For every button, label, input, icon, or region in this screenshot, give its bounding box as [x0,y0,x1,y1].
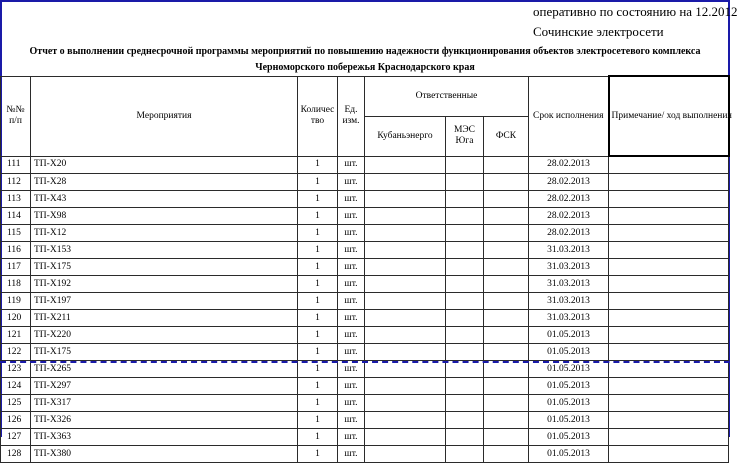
table-row [1,156,729,174]
quantity-cell[interactable]: 1 [298,327,338,344]
mes-cell[interactable] [446,429,484,446]
row-number-cell[interactable]: 126 [1,412,31,429]
note-cell[interactable] [609,208,729,225]
quantity-cell[interactable]: 1 [298,225,338,242]
row-number-cell[interactable]: 115 [1,225,31,242]
measure-name-cell[interactable]: ТП-Х220 [31,327,298,344]
deadline-cell[interactable]: 01.05.2013 [529,344,609,361]
measure-name-cell[interactable]: ТП-Х175 [31,344,298,361]
table-row [1,310,729,327]
fsk-cell[interactable] [484,412,529,429]
fsk-cell[interactable] [484,378,529,395]
mes-cell[interactable] [446,395,484,412]
row-number-cell[interactable]: 119 [1,293,31,310]
deadline-cell[interactable]: 31.03.2013 [529,259,609,276]
deadline-cell[interactable]: 01.05.2013 [529,395,609,412]
row-number-cell[interactable]: 118 [1,276,31,293]
row-number-cell[interactable]: 114 [1,208,31,225]
kuban-cell[interactable] [365,310,446,327]
note-cell[interactable] [609,327,729,344]
quantity-cell[interactable]: 1 [298,344,338,361]
kuban-cell[interactable] [365,327,446,344]
col-header-quantity[interactable]: Количество [298,76,338,156]
measure-name-cell[interactable]: ТП-Х380 [31,446,298,463]
kuban-cell[interactable] [365,242,446,259]
measure-name-cell[interactable]: ТП-Х317 [31,395,298,412]
measure-name-cell[interactable]: ТП-Х192 [31,276,298,293]
report-title: Отчет о выполнении среднесрочной программы мероприятий по повышению надежности функционирования объектов электросетевого комплекса [29,46,701,57]
table-row [1,412,729,429]
kuban-cell[interactable] [365,191,446,208]
deadline-cell[interactable]: 28.02.2013 [529,156,609,174]
kuban-cell[interactable] [365,395,446,412]
row-number-cell[interactable]: 113 [1,191,31,208]
note-cell[interactable] [609,378,729,395]
deadline-cell[interactable]: 28.02.2013 [529,208,609,225]
measure-name-cell[interactable]: ТП-Х297 [31,378,298,395]
fsk-cell[interactable] [484,259,529,276]
unit-cell[interactable]: шт. [338,429,365,446]
measure-name-cell[interactable]: ТП-Х28 [31,174,298,191]
quantity-cell[interactable]: 1 [298,208,338,225]
mes-cell[interactable] [446,327,484,344]
unit-cell[interactable]: шт. [338,378,365,395]
fsk-cell[interactable] [484,395,529,412]
deadline-cell[interactable]: 31.03.2013 [529,310,609,327]
deadline-cell[interactable]: 01.05.2013 [529,429,609,446]
row-number-cell[interactable]: 111 [1,156,31,174]
quantity-cell[interactable]: 1 [298,361,338,378]
deadline-cell[interactable]: 01.05.2013 [529,327,609,344]
quantity-cell[interactable]: 1 [298,293,338,310]
note-cell[interactable] [609,429,729,446]
row-number-cell[interactable]: 125 [1,395,31,412]
unit-cell[interactable]: шт. [338,208,365,225]
note-cell[interactable] [609,293,729,310]
fsk-cell[interactable] [484,327,529,344]
row-number-cell[interactable]: 124 [1,378,31,395]
measure-name-cell[interactable]: ТП-Х153 [31,242,298,259]
measure-name-cell[interactable]: ТП-Х211 [31,310,298,327]
unit-cell[interactable]: шт. [338,310,365,327]
note-cell[interactable] [609,191,729,208]
kuban-cell[interactable] [365,378,446,395]
note-cell[interactable] [609,156,729,174]
mes-cell[interactable] [446,446,484,463]
kuban-cell[interactable] [365,259,446,276]
unit-cell[interactable]: шт. [338,395,365,412]
mes-cell[interactable] [446,344,484,361]
mes-cell[interactable] [446,225,484,242]
measure-name-cell[interactable]: ТП-Х12 [31,225,298,242]
col-header-measures[interactable]: Мероприятия [31,76,298,156]
note-cell[interactable] [609,276,729,293]
unit-cell[interactable]: шт. [338,225,365,242]
deadline-cell[interactable]: 31.03.2013 [529,276,609,293]
quantity-cell[interactable]: 1 [298,310,338,327]
mes-cell[interactable] [446,412,484,429]
unit-cell[interactable]: шт. [338,361,365,378]
fsk-cell[interactable] [484,174,529,191]
measure-name-cell[interactable]: ТП-Х363 [31,429,298,446]
row-number-cell[interactable]: 121 [1,327,31,344]
table-row [1,446,729,463]
row-number-cell[interactable]: 112 [1,174,31,191]
mes-cell[interactable] [446,174,484,191]
unit-cell[interactable]: шт. [338,446,365,463]
quantity-cell[interactable]: 1 [298,395,338,412]
unit-cell[interactable]: шт. [338,191,365,208]
fsk-cell[interactable] [484,361,529,378]
note-cell[interactable] [609,225,729,242]
row-number-cell[interactable]: 128 [1,446,31,463]
table-row [1,242,729,259]
note-cell[interactable] [609,174,729,191]
row-number-cell[interactable]: 122 [1,344,31,361]
deadline-cell[interactable]: 28.02.2013 [529,174,609,191]
fsk-cell[interactable] [484,344,529,361]
unit-cell[interactable]: шт. [338,156,365,174]
row-number-cell[interactable]: 117 [1,259,31,276]
table-body [1,156,729,463]
table-row [1,429,729,446]
quantity-cell[interactable]: 1 [298,446,338,463]
row-number-cell[interactable]: 120 [1,310,31,327]
note-cell[interactable] [609,446,729,463]
mes-cell[interactable] [446,156,484,174]
table-row [1,259,729,276]
col-header-responsible[interactable]: Ответственные [365,76,529,116]
unit-cell[interactable]: шт. [338,412,365,429]
kuban-cell[interactable] [365,156,446,174]
col-header-unit[interactable]: Ед. изм. [338,76,365,156]
window-frame-top [0,0,730,2]
mes-cell[interactable] [446,293,484,310]
quantity-cell[interactable]: 1 [298,242,338,259]
deadline-cell[interactable]: 28.02.2013 [529,191,609,208]
note-cell[interactable] [609,412,729,429]
deadline-cell[interactable]: 01.05.2013 [529,446,609,463]
table-row [1,276,729,293]
measures-table [0,75,730,463]
mes-cell[interactable] [446,259,484,276]
table-row [1,361,729,378]
fsk-cell[interactable] [484,446,529,463]
fsk-cell[interactable] [484,156,529,174]
mes-cell[interactable] [446,276,484,293]
kuban-cell[interactable] [365,225,446,242]
unit-cell[interactable]: шт. [338,327,365,344]
deadline-cell[interactable]: 31.03.2013 [529,242,609,259]
kuban-cell[interactable] [365,429,446,446]
table-row [1,208,729,225]
quantity-cell[interactable]: 1 [298,259,338,276]
measure-name-cell[interactable]: ТП-Х98 [31,208,298,225]
table-row [1,225,729,242]
mes-cell[interactable] [446,361,484,378]
measure-name-cell[interactable]: ТП-Х175 [31,259,298,276]
deadline-cell[interactable]: 28.02.2013 [529,225,609,242]
deadline-cell[interactable]: 01.05.2013 [529,361,609,378]
kuban-cell[interactable] [365,293,446,310]
fsk-cell[interactable] [484,242,529,259]
table-row [1,344,729,361]
fsk-cell[interactable] [484,191,529,208]
unit-cell[interactable]: шт. [338,259,365,276]
table-row [1,327,729,344]
kuban-cell[interactable] [365,174,446,191]
col-header-mes[interactable]: МЭС Юга [446,116,484,156]
quantity-cell[interactable]: 1 [298,378,338,395]
fsk-cell[interactable] [484,293,529,310]
quantity-cell[interactable]: 1 [298,412,338,429]
page-break-line [0,361,730,363]
unit-cell[interactable]: шт. [338,276,365,293]
row-number-cell[interactable]: 123 [1,361,31,378]
kuban-cell[interactable] [365,208,446,225]
report-subtitle: Черноморского побережья Краснодарского края [255,62,475,73]
kuban-cell[interactable] [365,361,446,378]
mes-cell[interactable] [446,310,484,327]
mes-cell[interactable] [446,191,484,208]
row-number-cell[interactable]: 127 [1,429,31,446]
note-cell[interactable] [609,344,729,361]
measure-name-cell[interactable]: ТП-Х326 [31,412,298,429]
row-number-cell[interactable]: 116 [1,242,31,259]
table-row [1,395,729,412]
note-cell[interactable] [609,361,729,378]
mes-cell[interactable] [446,242,484,259]
mes-cell[interactable] [446,208,484,225]
note-cell[interactable] [609,259,729,276]
kuban-cell[interactable] [365,412,446,429]
kuban-cell[interactable] [365,344,446,361]
unit-cell[interactable]: шт. [338,174,365,191]
note-cell[interactable] [609,395,729,412]
deadline-cell[interactable]: 01.05.2013 [529,378,609,395]
unit-cell[interactable]: шт. [338,293,365,310]
quantity-cell[interactable]: 1 [298,276,338,293]
table-row [1,378,729,395]
table-row [1,174,729,191]
quantity-cell[interactable]: 1 [298,174,338,191]
measure-name-cell[interactable]: ТП-Х43 [31,191,298,208]
quantity-cell[interactable]: 1 [298,191,338,208]
fsk-cell[interactable] [484,429,529,446]
measure-name-cell[interactable]: ТП-Х20 [31,156,298,174]
note-cell[interactable] [609,310,729,327]
col-header-num[interactable]: №№ п/п [1,76,31,156]
col-header-fsk[interactable]: ФСК [484,116,529,156]
unit-cell[interactable]: шт. [338,242,365,259]
table-row [1,293,729,310]
fsk-cell[interactable] [484,225,529,242]
kuban-cell[interactable] [365,276,446,293]
quantity-cell[interactable]: 1 [298,429,338,446]
note-cell[interactable] [609,242,729,259]
fsk-cell[interactable] [484,310,529,327]
unit-cell[interactable]: шт. [338,344,365,361]
deadline-cell[interactable]: 01.05.2013 [529,412,609,429]
fsk-cell[interactable] [484,276,529,293]
col-header-deadline[interactable]: Срок исполнения [529,76,609,156]
table-row [1,191,729,208]
kuban-cell[interactable] [365,446,446,463]
deadline-cell[interactable]: 31.03.2013 [529,293,609,310]
col-header-kuban[interactable]: Кубаньэнерго [365,116,446,156]
fsk-cell[interactable] [484,208,529,225]
col-header-note[interactable]: Примечание/ ход выполнения [609,76,729,156]
mes-cell[interactable] [446,378,484,395]
status-date: оперативно по состоянию на 12.2012 [533,4,738,19]
branch-name: Сочинские электросети [533,24,664,39]
measure-name-cell[interactable]: ТП-Х265 [31,361,298,378]
quantity-cell[interactable]: 1 [298,156,338,174]
measure-name-cell[interactable]: ТП-Х197 [31,293,298,310]
